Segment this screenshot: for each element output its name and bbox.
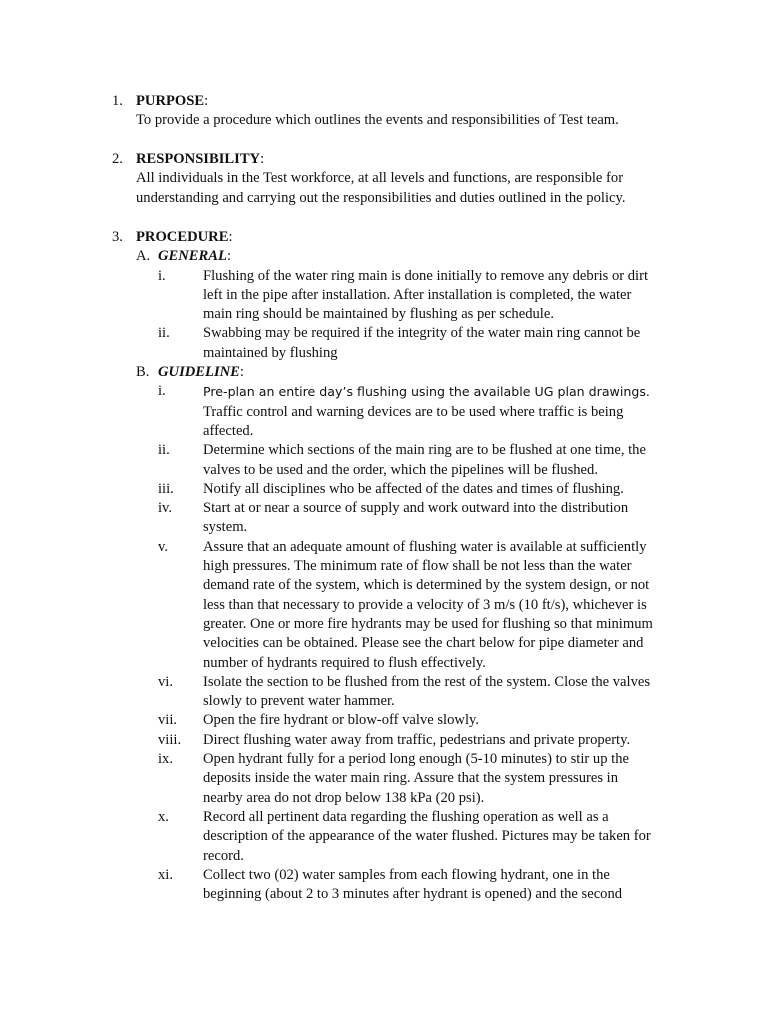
list-item bbox=[136, 324, 652, 363]
subsection-title: GUIDELINE bbox=[158, 364, 240, 381]
section-title: PURPOSE bbox=[136, 93, 205, 109]
item-numeral: v. bbox=[158, 538, 168, 555]
section-heading bbox=[136, 228, 652, 247]
list-item bbox=[136, 673, 652, 712]
subsection-letter: B. bbox=[136, 364, 150, 381]
section-number: 2. bbox=[112, 151, 123, 167]
heading-colon: : bbox=[239, 364, 244, 381]
item-numeral: ix. bbox=[158, 751, 173, 768]
item-text: Isolate the section to be flushed from the rest of the system. Close the valves slowly to prevent water hammer. bbox=[203, 673, 651, 710]
section-responsibility bbox=[112, 150, 652, 208]
item-numeral: vi. bbox=[158, 673, 173, 690]
section-procedure bbox=[112, 228, 652, 904]
item-text: Open the fire hydrant or blow-off valve slowly. bbox=[203, 712, 479, 729]
subsection-letter: A. bbox=[136, 248, 151, 265]
item-text: Determine which sections of the main ring are to be flushed at one time, the valves to be used and the order, which the pipelines will be flushed. bbox=[203, 442, 646, 478]
list-item bbox=[136, 382, 652, 441]
heading-colon: : bbox=[204, 93, 209, 109]
item-text-continuation: Traffic control and warning devices are to be used where traffic is being affected. bbox=[203, 403, 624, 439]
item-numeral: iv. bbox=[158, 500, 173, 517]
item-numeral: i. bbox=[158, 267, 166, 284]
item-text: Open hydrant fully for a period long enough (5-10 minutes) to stir up the deposits inside the water main ring. Assure that the system pressures in nearby area do not drop below 138 kPa (20 psi). bbox=[203, 751, 629, 806]
heading-colon: : bbox=[226, 248, 231, 265]
item-text: Direct flushing water away from traffic, pedestrians and private property. bbox=[203, 731, 631, 748]
item-numeral: vii. bbox=[158, 712, 178, 729]
subsection-guideline bbox=[136, 363, 652, 904]
section-heading bbox=[136, 92, 652, 111]
list-item bbox=[136, 750, 652, 808]
subsection-heading bbox=[158, 363, 652, 382]
item-text: Assure that an adequate amount of flushing water is available at sufficiently high pressures. The minimum rate of flow shall be not less than the water demand rate of the system, which is determined by the system design, or not less than that necessary to provide a velocity of 3 m/s (10 ft/s), whichever is greater. One or more fire hydrants may be used for flushing so that minimum velocities can be obtained. Please see the chart below for pipe diameter and number of hydrants required to flush effectively. bbox=[203, 538, 653, 671]
list-item bbox=[136, 808, 652, 866]
section-heading bbox=[136, 150, 652, 169]
item-text: Start at or near a source of supply and work outward into the distribution system. bbox=[203, 500, 629, 536]
heading-colon: : bbox=[260, 151, 265, 167]
list-item bbox=[136, 866, 652, 905]
list-item bbox=[136, 499, 652, 538]
section-purpose bbox=[112, 92, 652, 131]
subsection-title: GENERAL bbox=[158, 248, 227, 265]
item-text: Swabbing may be required if the integrity of the water main ring cannot be maintained by flushing bbox=[203, 325, 641, 361]
section-title: PROCEDURE bbox=[136, 229, 229, 245]
item-text bbox=[203, 382, 658, 441]
list-item bbox=[136, 441, 652, 480]
section-number: 3. bbox=[112, 229, 123, 245]
general-item-list bbox=[136, 267, 652, 363]
item-text-first-line: Pre-plan an entire day’s flushing using the available UG plan drawings. bbox=[203, 384, 650, 400]
section-number: 1. bbox=[112, 93, 123, 109]
guideline-item-list bbox=[136, 382, 652, 904]
heading-colon: : bbox=[228, 229, 233, 245]
item-numeral: ii. bbox=[158, 325, 170, 342]
item-text: Flushing of the water ring main is done initially to remove any debris or dirt left in the pipe after installation. After installation is completed, the water main ring should be maintained by flushing as per schedule. bbox=[203, 267, 649, 323]
item-numeral: i. bbox=[158, 383, 166, 400]
item-numeral: xi. bbox=[158, 866, 173, 883]
subsection-general bbox=[136, 247, 652, 363]
item-numeral: ii. bbox=[158, 442, 170, 459]
item-numeral: viii. bbox=[158, 731, 182, 748]
subsection-heading bbox=[158, 247, 652, 266]
list-item bbox=[136, 711, 652, 730]
list-item bbox=[136, 731, 652, 750]
item-text: Record all pertinent data regarding the flushing operation as well as a description of the appearance of the water flushed. Pictures may be taken for record. bbox=[203, 808, 651, 864]
item-numeral: iii. bbox=[158, 480, 174, 497]
item-text: Notify all disciplines who be affected of the dates and times of flushing. bbox=[203, 480, 624, 497]
section-title: RESPONSIBILITY bbox=[136, 151, 261, 167]
section-body: To provide a procedure which outlines the events and responsibilities of Test team. bbox=[136, 112, 619, 129]
list-item bbox=[136, 267, 652, 325]
item-text: Collect two (02) water samples from each flowing hydrant, one in the beginning (about 2 to 3 minutes after hydrant is opened) and the second bbox=[203, 866, 623, 903]
list-item bbox=[136, 538, 652, 673]
section-body: All individuals in the Test workforce, at all levels and functions, are responsible for understanding and carrying out the responsibilities and duties outlined in the policy. bbox=[136, 170, 626, 206]
item-numeral: x. bbox=[158, 808, 169, 825]
list-item bbox=[136, 480, 652, 499]
